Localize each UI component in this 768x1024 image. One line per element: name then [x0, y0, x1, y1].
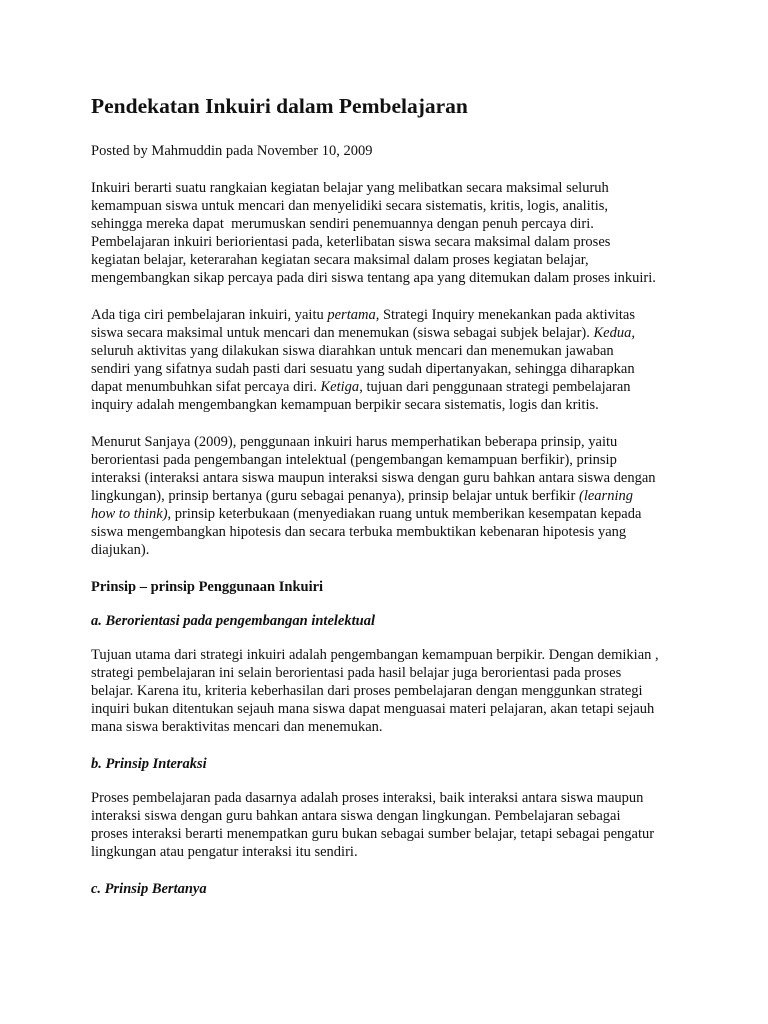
document-page: [91, 90, 741, 914]
text-run: lingkungan), prinsip bertanya (guru sebagai penanya), prinsip belajar untuk berfikir: [91, 488, 580, 504]
italic-run: how to think): [91, 506, 168, 522]
italic-run: Kedua,: [593, 325, 635, 341]
subheading-a: a. Berorientasi pada pengembangan intelektual: [91, 613, 375, 629]
text-line: interaksi siswa dengan guru bahkan antara siswa dengan lingkungan. Pembelajaran sebagai: [91, 808, 621, 824]
text-line: belajar. Karena itu, kriteria keberhasilan dari proses pembelajaran dengan menggunkan strategi: [91, 683, 643, 699]
text-line: kemampuan siswa untuk mencari dan menyelidiki secara sistematis, kritis, logis, analitis,: [91, 198, 609, 214]
text-line: mengembangkan sikap percaya pada diri siswa tentang apa yang ditemukan dalam proses inkuiri.: [91, 270, 656, 286]
paragraph-definition: [91, 179, 741, 287]
text-line: [91, 505, 741, 523]
text-line: berorientasi pada pengembangan intelektual (pengembangan kemampuan berfikir), prinsip: [91, 452, 617, 468]
text-line: seluruh aktivitas yang dilakukan siswa diarahkan untuk mencari dan menemukan jawaban: [91, 343, 614, 359]
paragraph-intellectual: [91, 646, 741, 736]
text-line: Inkuiri berarti suatu rangkaian kegiatan belajar yang melibatkan secara maksimal seluruh: [91, 180, 609, 196]
section-heading: Prinsip – prinsip Penggunaan Inkuiri: [91, 579, 324, 595]
text-line: mana siswa beraktivitas mencari dan menemukan.: [91, 719, 383, 735]
text-run: , prinsip keterbukaan (menyediakan ruang untuk memberikan kesempatan kepada: [167, 506, 642, 522]
post-meta: Posted by Mahmuddin pada November 10, 2009: [91, 143, 373, 159]
text-run: dapat menumbuhkan sifat percaya diri.: [91, 379, 321, 395]
text-line: interaksi (interaksi antara siswa maupun interaksi siswa dengan guru bahkan antara siswa dengan: [91, 470, 656, 486]
italic-run: pertama,: [327, 307, 380, 323]
text-line: lingkungan atau pengatur interaksi itu sendiri.: [91, 844, 358, 860]
italic-run: Ketiga: [320, 379, 360, 395]
page-title: Pendekatan Inkuiri dalam Pembelajaran: [91, 94, 468, 118]
italic-run: (learning: [579, 488, 633, 504]
text-line: [91, 324, 741, 342]
text-run: , tujuan dari penggunaan strategi pembelajaran: [359, 379, 631, 395]
text-line: [91, 378, 741, 396]
text-line: sehingga mereka dapat merumuskan sendiri penemuannya dengan penuh percaya diri.: [91, 216, 594, 232]
text-line: inquiry adalah mengembangkan kemampuan berpikir secara sistematis, logis dan kritis.: [91, 397, 599, 413]
text-line: proses interaksi berarti menempatkan guru bukan sebagai sumber belajar, tetapi sebagai pengatur: [91, 826, 655, 842]
text-line: inquiri bukan ditentukan sejauh mana siswa dapat menguasai materi pelajaran, akan tetapi sejauh: [91, 701, 655, 717]
text-line: strategi pembelajaran ini selain berorientasi pada hasil belajar juga berorientasi pada proses: [91, 665, 622, 681]
paragraph-interaction: [91, 789, 741, 861]
text-line: kegiatan belajar, keterarahan kegiatan secara maksimal dalam proses kegiatan belajar,: [91, 252, 589, 268]
text-line: Pembelajaran inkuiri beriorientasi pada, keterlibatan siswa secara maksimal dalam proses: [91, 234, 611, 250]
text-line: sendiri yang sifatnya sudah pasti dari sesuatu yang sudah dipertanyakan, sehingga diharapkan: [91, 361, 635, 377]
text-line: Proses pembelajaran pada dasarnya adalah proses interaksi, baik interaksi antara siswa maupun: [91, 790, 644, 806]
text-run: siswa secara maksimal untuk mencari dan menemukan (siswa sebagai subjek belajar).: [91, 325, 594, 341]
text-line: Tujuan utama dari strategi inkuiri adalah pengembangan kemampuan berpikir. Dengan demikian ,: [91, 647, 659, 663]
paragraph-characteristics: [91, 306, 741, 414]
text-line: diajukan).: [91, 542, 150, 558]
subheading-c: c. Prinsip Bertanya: [91, 881, 207, 897]
text-line: Menurut Sanjaya (2009), penggunaan inkuiri harus memperhatikan beberapa prinsip, yaitu: [91, 434, 618, 450]
text-line: [91, 487, 741, 505]
subheading-b: b. Prinsip Interaksi: [91, 756, 207, 772]
text-run: Ada tiga ciri pembelajaran inkuiri, yaitu: [91, 307, 328, 323]
text-line: [91, 306, 741, 324]
text-run: Strategi Inquiry menekankan pada aktivitas: [379, 307, 636, 323]
text-line: siswa mengembangkan hipotesis dan secara terbuka membuktikan kebenaran hipotesis yang: [91, 524, 627, 540]
paragraph-principles-intro: [91, 433, 741, 559]
